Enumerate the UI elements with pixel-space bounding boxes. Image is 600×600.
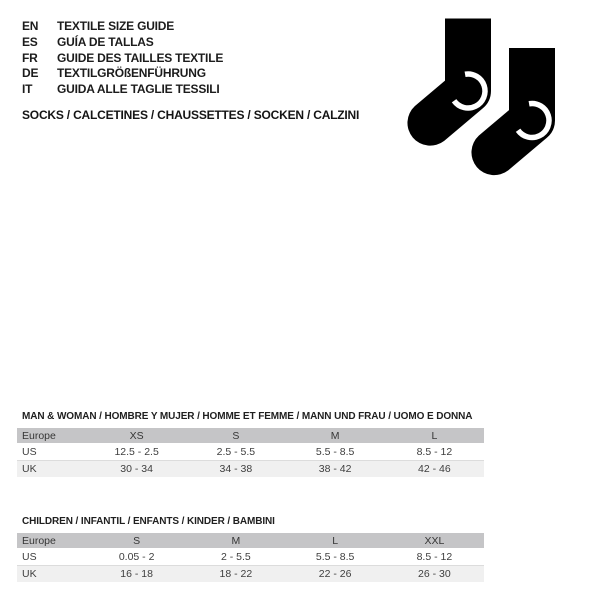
children-size-table <box>17 533 484 582</box>
size-cell: 2.5 - 5.5 <box>186 443 285 461</box>
table-row-us <box>17 548 484 566</box>
size-cell: 30 - 34 <box>87 461 186 477</box>
language-label: GUIDE DES TAILLES TEXTILE <box>57 50 224 65</box>
row-label: US <box>17 548 87 566</box>
language-list <box>22 19 223 98</box>
column-header-xs: XS <box>87 428 186 443</box>
product-category-title: SOCKS / CALCETINES / CHAUSSETTES / SOCKEN / CALZINI <box>22 108 360 122</box>
column-header-l: L <box>286 533 385 548</box>
size-cell: 0.05 - 2 <box>87 548 186 566</box>
size-cell: 5.5 - 8.5 <box>286 548 385 566</box>
size-cell: 26 - 30 <box>385 566 484 582</box>
column-header-europe: Europe <box>17 428 87 443</box>
language-row-de <box>22 66 223 82</box>
language-label: TEXTILE SIZE GUIDE <box>57 19 175 33</box>
language-code: FR <box>22 50 38 65</box>
size-cell: 8.5 - 12 <box>385 548 484 566</box>
language-code: DE <box>22 66 39 81</box>
table-row-us <box>17 443 484 461</box>
language-label: GUÍA DE TALLAS <box>57 34 154 49</box>
sock-back <box>407 19 491 146</box>
size-cell: 38 - 42 <box>286 461 385 477</box>
language-code: EN <box>22 19 39 33</box>
row-label: US <box>17 443 87 461</box>
table-title: MAN & WOMAN / HOMBRE Y MUJER / HOMME ET FEMME / MANN UND FRAU / UOMO E DONNA <box>22 411 473 422</box>
language-row-fr <box>22 51 223 67</box>
column-header-s: S <box>186 428 285 443</box>
size-cell: 22 - 26 <box>286 566 385 582</box>
size-cell: 5.5 - 8.5 <box>286 443 385 461</box>
language-code: IT <box>22 82 33 97</box>
table-row-uk <box>17 566 484 582</box>
man-woman-size-table-section <box>17 411 484 477</box>
size-cell: 16 - 18 <box>87 566 186 582</box>
language-label: TEXTILGRÖßENFÜHRUNG <box>57 66 206 81</box>
language-code: ES <box>22 34 38 49</box>
size-cell: 12.5 - 2.5 <box>87 443 186 461</box>
column-header-europe: Europe <box>17 533 87 548</box>
column-header-xxl: XXL <box>385 533 484 548</box>
column-header-m: M <box>286 428 385 443</box>
language-row-it <box>22 82 223 98</box>
man-woman-size-table <box>17 428 484 477</box>
table-row-uk <box>17 461 484 477</box>
table-header-row <box>17 533 484 548</box>
language-label: GUIDA ALLE TAGLIE TESSILI <box>57 82 220 97</box>
table-header-row <box>17 428 484 443</box>
language-row-en <box>22 19 223 35</box>
table-title: CHILDREN / INFANTIL / ENFANTS / KINDER / BAMBINI <box>22 516 275 527</box>
row-label: UK <box>17 461 87 477</box>
column-header-s: S <box>87 533 186 548</box>
size-cell: 18 - 22 <box>186 566 285 582</box>
language-row-es <box>22 35 223 51</box>
column-header-l: L <box>385 428 484 443</box>
column-header-m: M <box>186 533 285 548</box>
socks-icon <box>399 10 564 185</box>
size-cell: 8.5 - 12 <box>385 443 484 461</box>
children-size-table-section <box>17 516 484 582</box>
size-cell: 42 - 46 <box>385 461 484 477</box>
size-cell: 34 - 38 <box>186 461 285 477</box>
size-cell: 2 - 5.5 <box>186 548 285 566</box>
row-label: UK <box>17 566 87 582</box>
